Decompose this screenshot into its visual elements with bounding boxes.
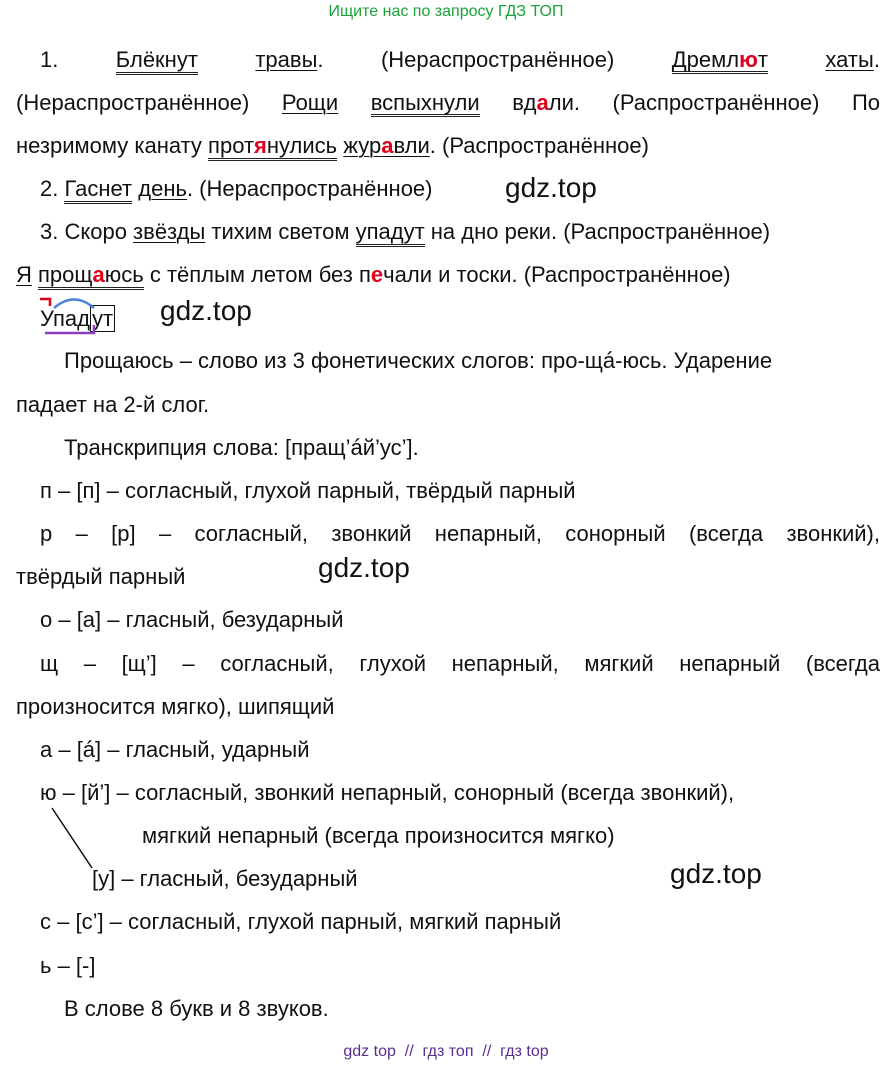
sound-row: щ – [щ’] – согласный, глухой непарный, мягкий непарный (всегда [40, 651, 880, 676]
root: пад [53, 306, 90, 331]
transcription: Транскрипция слова: [пращ’áй’ус’]. [64, 435, 419, 460]
ending: ут [92, 306, 114, 331]
subject-word: Блёкнут [116, 49, 198, 74]
predicate-word: упадут [356, 219, 425, 247]
morpheme-marks [36, 295, 126, 340]
sentence-3-line-2: Я прощаюсь с тёплым летом без печали и тоски. (Распространённое) [16, 264, 880, 286]
subject-word: Рощи [281, 90, 339, 115]
sound-row-cont: твёрдый парный [16, 564, 186, 589]
sound-row: ь – [-] [40, 953, 96, 978]
sound-row: о – [а] – гласный, безударный [40, 607, 344, 632]
sound-row: [у] – гласный, безударный [92, 866, 358, 891]
watermark: gdz.top [318, 552, 410, 583]
item-number: 1. [40, 47, 59, 72]
summary: В слове 8 букв и 8 звуков. [64, 996, 329, 1021]
subject-word: звёзды [133, 219, 206, 244]
subject-word: хаты. [825, 47, 880, 72]
sentence-3-line-1: 3. Скоро звёзды тихим светом упадут на дно реки. (Распространённое) [40, 221, 880, 243]
sentence-type: (Нераспространённое) [380, 47, 615, 72]
sound-row: р – [р] – согласный, звонкий непарный, сонорный (всегда звонкий), [40, 521, 880, 546]
prefix-mark [40, 299, 50, 306]
watermark: gdz.top [505, 172, 597, 203]
sound-row: ю – [й’] – согласный, звонкий непарный, сонорный (всегда звонкий), [40, 780, 735, 805]
sentence-1-line-2 [16, 92, 880, 117]
sound-row-cont: произносится мягко), шипящий [16, 694, 335, 719]
sound-row: а – [á] – гласный, ударный [40, 737, 310, 762]
footer-links[interactable]: gdz top // гдз топ // гдз top [343, 1043, 549, 1060]
predicate-word: прощаюсь [38, 262, 144, 290]
phonetic-intro-2: падает на 2-й слог. [16, 392, 210, 417]
sentence-type: (Нераспространённое) [16, 90, 250, 115]
subject-word: журавли [343, 133, 430, 158]
sentence-2: 2. Гаснет день. (Нераспространённое) [40, 178, 892, 200]
sound-row-cont: мягкий непарный (всегда произносится мягко) [142, 823, 615, 848]
adverb-word: вдали. [512, 90, 580, 115]
sound-row: п – [п] – согласный, глухой парный, твёрдый парный [40, 478, 576, 503]
predicate-word: травы. [255, 47, 324, 72]
predicate-word: Гаснет [64, 176, 132, 204]
watermark: gdz.top [160, 295, 252, 326]
stem-mark [45, 325, 94, 333]
prefix: У [40, 306, 53, 331]
sentence-1-line-1 [16, 49, 880, 74]
watermark: gdz.top [670, 858, 762, 889]
sound-row: с – [с’] – согласный, глухой парный, мягкий парный [40, 909, 562, 934]
word: По [851, 90, 880, 115]
sentence-1-line-3: незримому канату протянулись журавли. (Распространённое) [16, 135, 880, 157]
search-hint-link[interactable]: Ищите нас по запросу ГДЗ ТОП [328, 3, 564, 20]
predicate-word: вспыхнули [370, 90, 480, 115]
split-connector [48, 804, 98, 874]
predicate-word: Дремлют [671, 47, 768, 72]
subject-word: день [138, 176, 187, 201]
root-arc [54, 300, 94, 309]
predicate-word: протянулись [208, 133, 337, 161]
phonetic-intro: Прощаюсь – слово из 3 фонетических слогов: про-щá-юсь. Ударение [64, 348, 773, 373]
subject-word: Я [16, 262, 32, 287]
sentence-type: (Распространённое) [612, 90, 820, 115]
